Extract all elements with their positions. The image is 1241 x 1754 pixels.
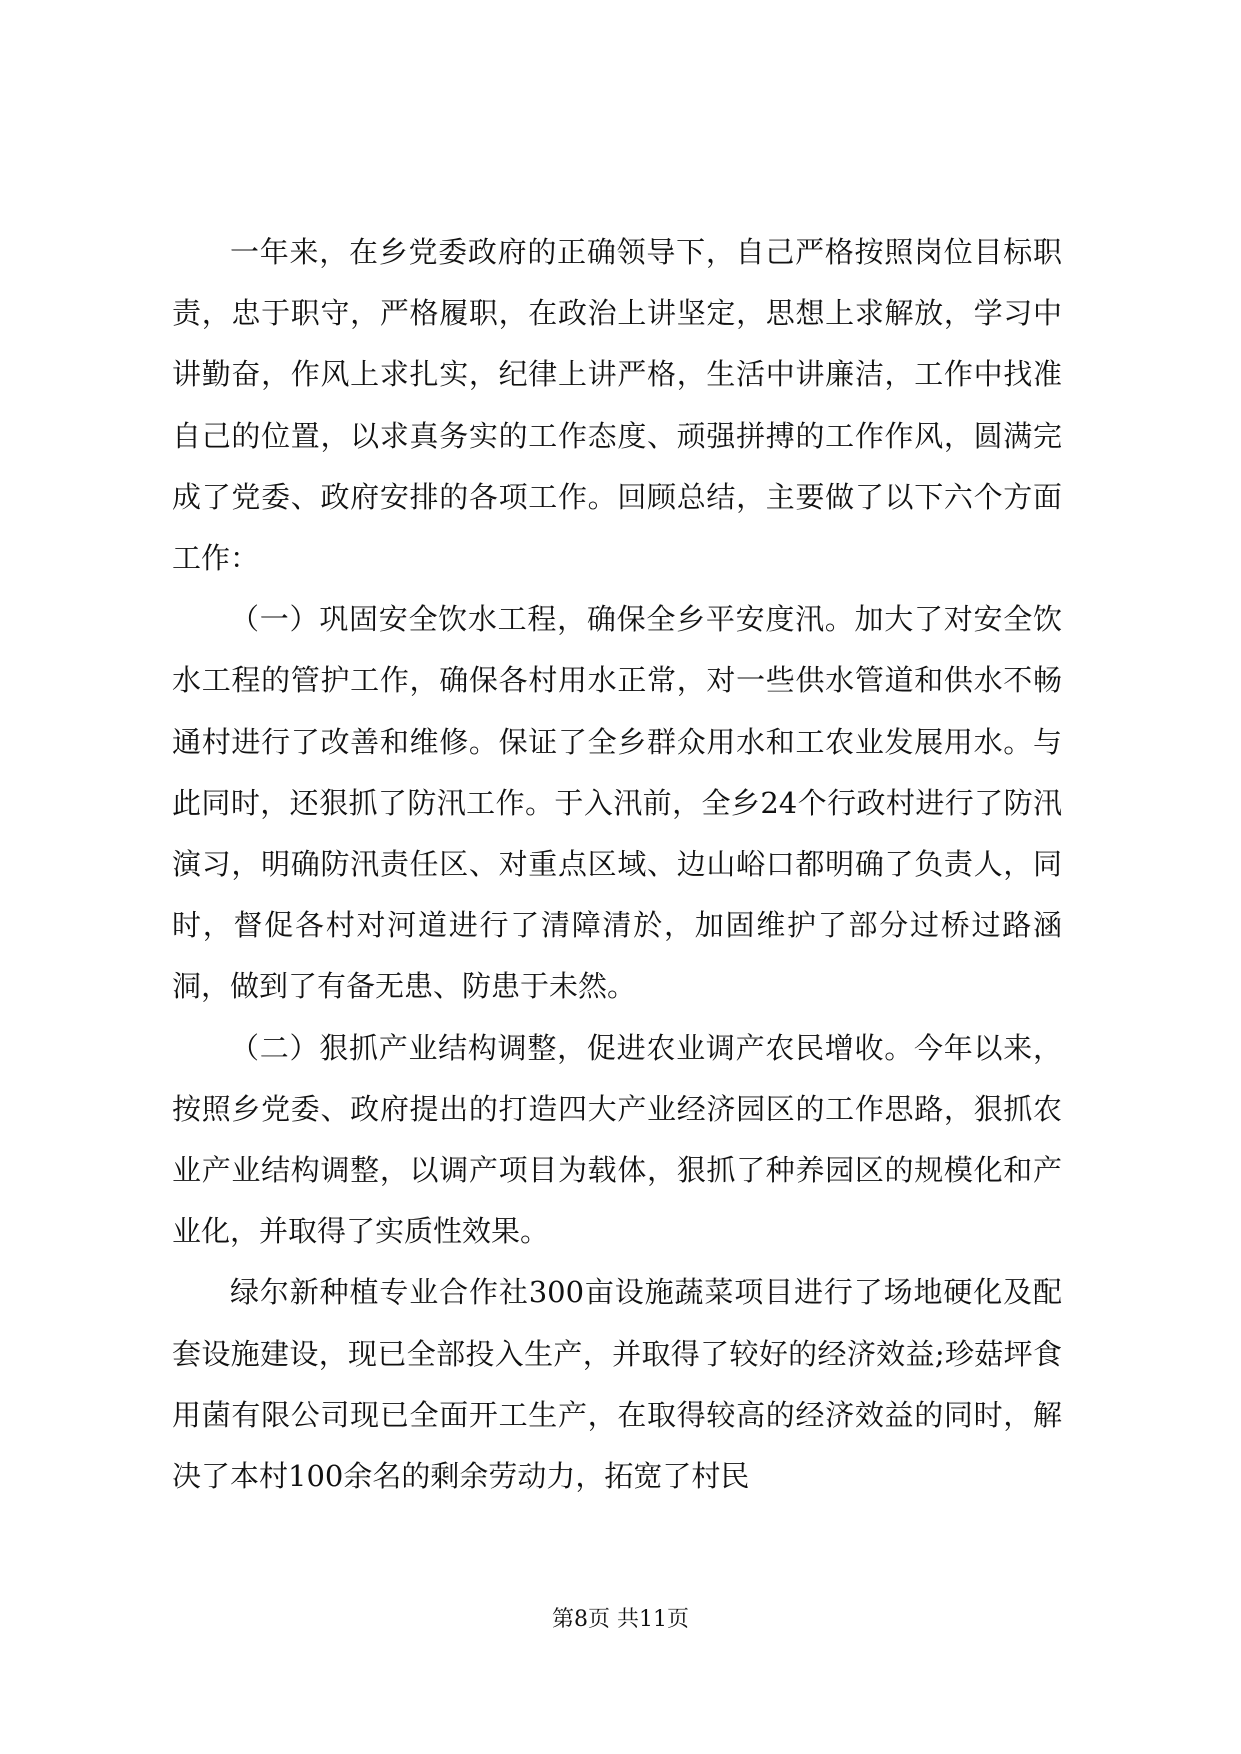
paragraph-project-details: 绿尔新种植专业合作社300亩设施蔬菜项目进行了场地硬化及配套设施建设，现已全部投入生产，并取得了较好的经济效益;珍菇坪食用菌有限公司现已全面开工生产，在取得较高的经济效益的同时，解决了本村100余名的剩余劳动力，拓宽了村民 bbox=[172, 1275, 1062, 1494]
paragraph-section-2: （二）狠抓产业结构调整，促进农业调产农民增收。今年以来，按照乡党委、政府提出的打造四大产业经济园区的工作思路，狠抓农业产业结构调整，以调产项目为载体，狠抓了种养园区的规模化和产业化，并取得了实质性效果。 bbox=[172, 1030, 1062, 1249]
paragraph-section-1: （一）巩固安全饮水工程，确保全乡平安度汛。加大了对安全饮水工程的管护工作，确保各村用水正常，对一些供水管道和供水不畅通村进行了改善和维修。保证了全乡群众用水和工农业发展用水。与此同时，还狠抓了防汛工作。于入汛前，全乡24个行政村进行了防汛演习，明确防汛责任区、对重点区域、边山峪口都明确了负责人，同时，督促各村对河道进行了清障清於，加固维护了部分过桥过路涵洞，做到了有备无患、防患于未然。 bbox=[172, 602, 1062, 1004]
document-body bbox=[172, 222, 1062, 1507]
paragraph-intro: 一年来，在乡党委政府的正确领导下，自己严格按照岗位目标职责，忠于职守，严格履职，在政治上讲坚定，思想上求解放，学习中讲勤奋，作风上求扎实，纪律上讲严格，生活中讲廉洁，工作中找准自己的位置，以求真务实的工作态度、顽强拼搏的工作作风，圆满完成了党委、政府安排的各项工作。回顾总结，主要做了以下六个方面工作： bbox=[172, 235, 1062, 576]
page-number-footer: 第8页 共11页 bbox=[552, 1607, 689, 1632]
